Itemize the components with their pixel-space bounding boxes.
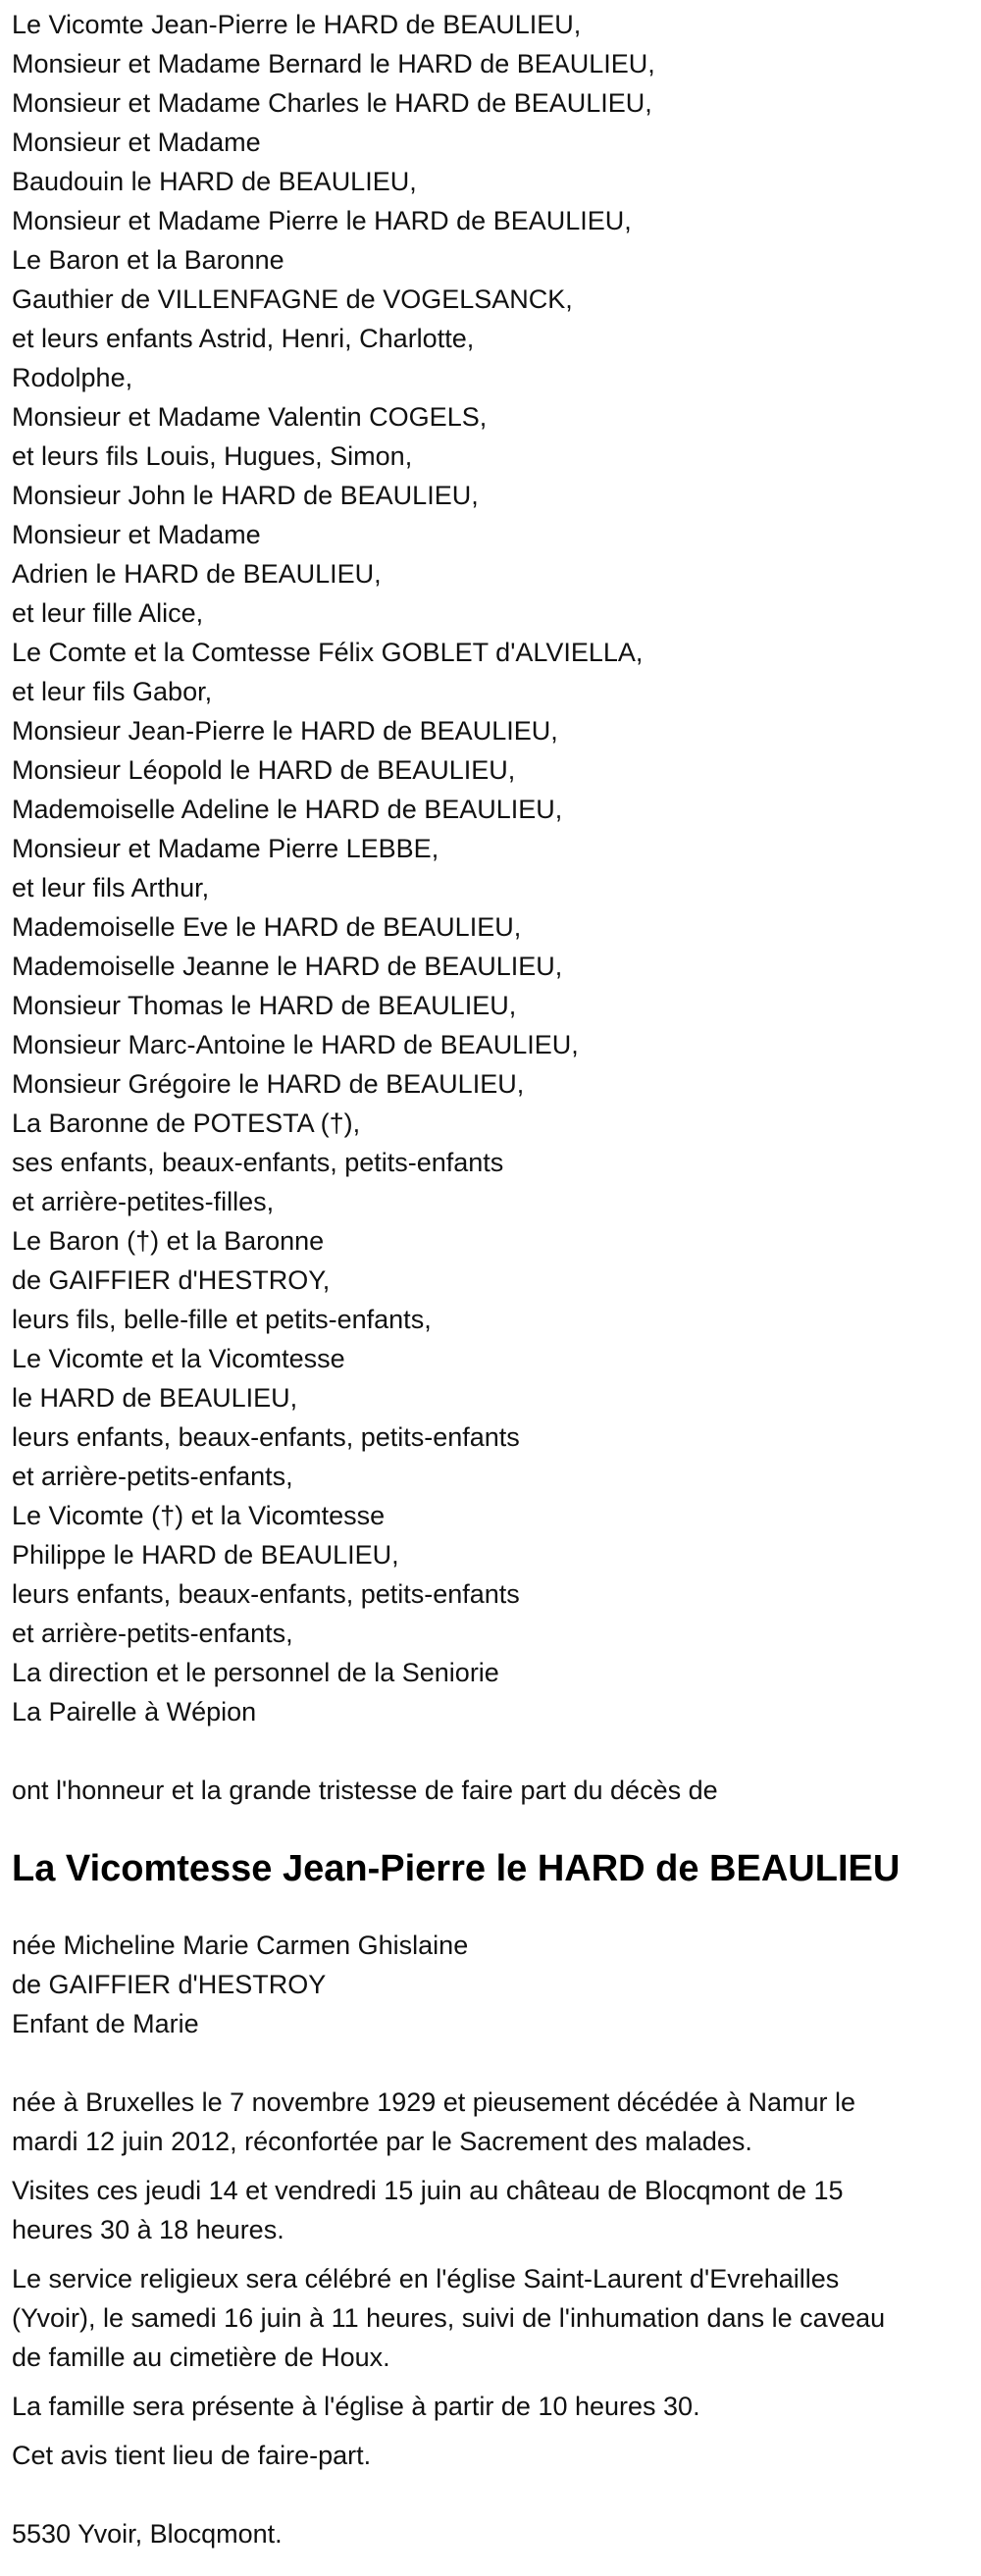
details-line: heures 30 à 18 heures. [12,2215,284,2244]
family-member-line: Monsieur John le HARD de BEAULIEU, [12,481,479,510]
details-paragraph [12,2436,969,2475]
family-member-line: Mademoiselle Jeanne le HARD de BEAULIEU, [12,952,563,981]
details-line: La famille sera présente à l'église à partir de 10 heures 30. [12,2392,700,2421]
family-member-line: et arrière-petites-filles, [12,1187,275,1216]
family-member-line: Rodolphe, [12,363,133,392]
address: 5530 Yvoir, Blocqmont. [12,2519,283,2549]
details-line: mardi 12 juin 2012, réconfortée par le Sacrement des malades. [12,2127,752,2156]
family-member-line: Le Vicomte (†) et la Vicomtesse [12,1501,386,1530]
family-member-line: et leur fille Alice, [12,598,204,628]
family-member-line: Gauthier de VILLENFAGNE de VOGELSANCK, [12,284,573,314]
family-member-line: et arrière-petits-enfants, [12,1462,293,1491]
family-member-line: ses enfants, beaux-enfants, petits-enfants [12,1148,504,1177]
family-member-line: Monsieur et Madame Pierre LEBBE, [12,834,439,863]
family-list [12,5,969,1731]
birth-info-line: de GAIFFIER d'HESTROY [12,1970,327,1999]
details-line: (Yvoir), le samedi 16 juin à 11 heures, suivi de l'inhumation dans le caveau [12,2303,886,2333]
family-member-line: Monsieur et Madame [12,128,261,157]
family-member-line: Monsieur et Madame Charles le HARD de BEAULIEU, [12,88,652,118]
family-member-line: leurs enfants, beaux-enfants, petits-enfants [12,1422,520,1452]
family-member-line: Baudouin le HARD de BEAULIEU, [12,167,417,196]
family-member-line: et leurs fils Louis, Hugues, Simon, [12,441,413,471]
family-member-line: Le Vicomte Jean-Pierre le HARD de BEAULIEU, [12,10,582,39]
family-member-line: Monsieur Jean-Pierre le HARD de BEAULIEU, [12,716,558,746]
deceased-name: La Vicomtesse Jean-Pierre le HARD de BEAULIEU [12,1848,901,1889]
family-member-line: Monsieur et Madame Valentin COGELS, [12,402,488,432]
family-member-line: et leurs enfants Astrid, Henri, Charlotte, [12,324,475,353]
family-member-line: et arrière-petits-enfants, [12,1619,293,1648]
family-member-line: Monsieur et Madame Bernard le HARD de BEAULIEU, [12,49,655,78]
family-member-line: Le Comte et la Comtesse Félix GOBLET d'ALVIELLA, [12,638,644,667]
family-member-line: le HARD de BEAULIEU, [12,1383,298,1413]
details-paragraph [12,2259,969,2377]
family-member-line: Le Baron et la Baronne [12,245,284,275]
family-member-line: leurs fils, belle-fille et petits-enfants, [12,1305,432,1334]
details-line: Visites ces jeudi 14 et vendredi 15 juin au château de Blocqmont de 15 [12,2176,844,2205]
family-member-line: Monsieur Marc-Antoine le HARD de BEAULIEU, [12,1030,579,1059]
family-member-line: Le Baron (†) et la Baronne [12,1226,325,1256]
family-member-line: Monsieur et Madame Pierre le HARD de BEAULIEU, [12,206,632,235]
family-member-line: et leur fils Gabor, [12,677,213,706]
family-member-line: Monsieur Léopold le HARD de BEAULIEU, [12,755,516,785]
birth-info-line: née Micheline Marie Carmen Ghislaine [12,1931,469,1960]
announcement-text: ont l'honneur et la grande tristesse de faire part du décès de [12,1776,718,1805]
family-member-line: et leur fils Arthur, [12,873,210,902]
birth-info [12,1926,969,2043]
family-member-line: Le Vicomte et la Vicomtesse [12,1344,345,1373]
details-paragraph [12,2387,969,2426]
details-paragraph [12,2083,969,2161]
family-member-line: La direction et le personnel de la Seniorie [12,1658,499,1687]
family-member-line: Philippe le HARD de BEAULIEU, [12,1540,399,1570]
details-section [12,2083,969,2475]
family-member-line: Mademoiselle Eve le HARD de BEAULIEU, [12,912,522,942]
details-line: Le service religieux sera célébré en l'église Saint-Laurent d'Evrehailles [12,2264,840,2293]
family-member-line: Adrien le HARD de BEAULIEU, [12,559,382,589]
birth-info-line: Enfant de Marie [12,2009,199,2038]
details-line: Cet avis tient lieu de faire-part. [12,2441,372,2470]
details-line: de famille au cimetière de Houx. [12,2343,390,2372]
family-member-line: Monsieur Grégoire le HARD de BEAULIEU, [12,1069,525,1099]
family-member-line: La Baronne de POTESTA (†), [12,1108,361,1138]
family-member-line: Monsieur Thomas le HARD de BEAULIEU, [12,991,517,1020]
details-line: née à Bruxelles le 7 novembre 1929 et pieusement décédée à Namur le [12,2087,856,2117]
family-member-line: Monsieur et Madame [12,520,261,549]
family-member-line: Mademoiselle Adeline le HARD de BEAULIEU, [12,795,563,824]
family-member-line: de GAIFFIER d'HESTROY, [12,1265,331,1295]
details-paragraph [12,2171,969,2249]
family-member-line: leurs enfants, beaux-enfants, petits-enfants [12,1579,520,1609]
family-member-line: La Pairelle à Wépion [12,1697,257,1726]
